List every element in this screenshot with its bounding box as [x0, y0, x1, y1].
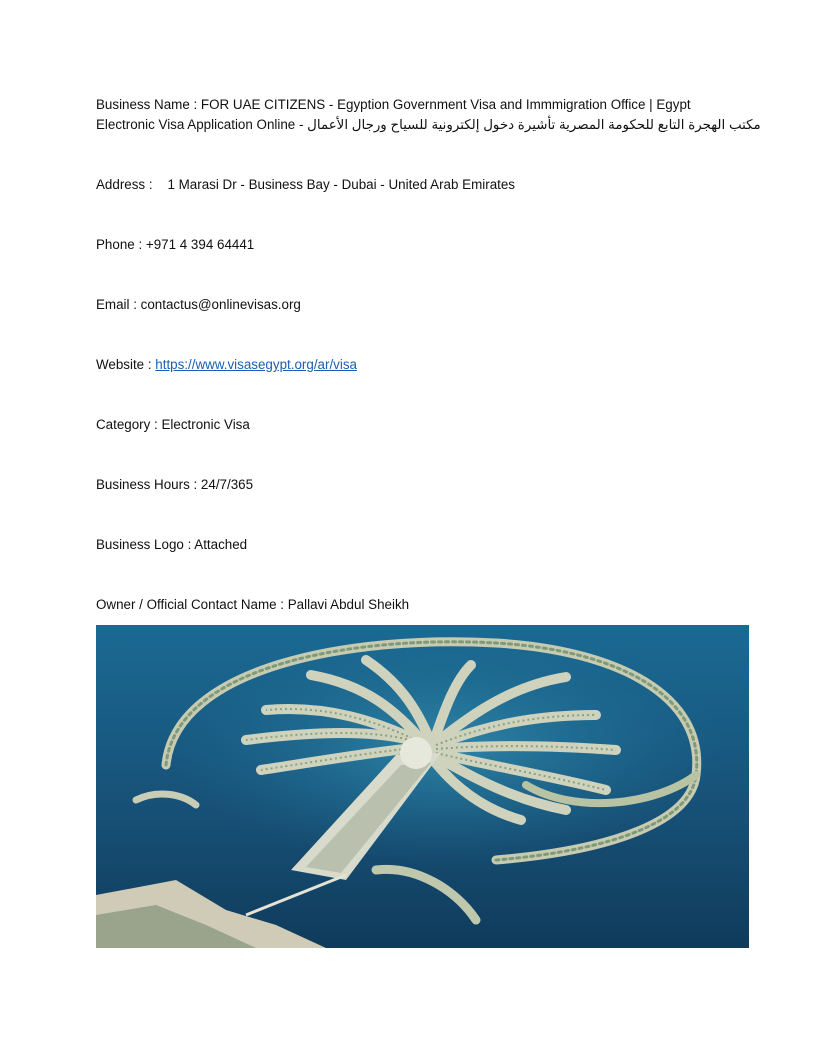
phone-line: Phone : +971 4 394 64441 [96, 237, 255, 252]
business-name-line-2 [96, 116, 761, 134]
address-line [96, 176, 515, 194]
email-line: Email : contactus@onlinevisas.org [96, 297, 301, 312]
address-label: Address : [96, 177, 153, 192]
website-link[interactable]: https://www.visasegypt.org/ar/visa [155, 357, 357, 372]
website-line [96, 356, 357, 374]
owner-line: Owner / Official Contact Name : Pallavi Abdul Sheikh [96, 597, 410, 612]
palm-island-aerial-photo [96, 625, 749, 948]
business-hours-line: Business Hours : 24/7/365 [96, 477, 254, 492]
address-value: 1 Marasi Dr - Business Bay - Dubai - United Arab Emirates [167, 177, 516, 192]
business-logo-line: Business Logo : Attached [96, 537, 248, 552]
category-line: Category : Electronic Visa [96, 417, 250, 432]
palm-island-illustration [96, 625, 749, 948]
business-name-prefix: Electronic Visa Application Online - [96, 117, 308, 132]
website-label: Website : [96, 357, 156, 372]
business-name-line-1: Business Name : FOR UAE CITIZENS - Egyption Government Visa and Immmigration Office | Egypt [96, 97, 691, 112]
business-name-arabic: مكتب الهجرة التابع للحكومة المصرية تأشيرة دخول إلكترونية للسياح ورجال الأعمال [307, 117, 761, 132]
